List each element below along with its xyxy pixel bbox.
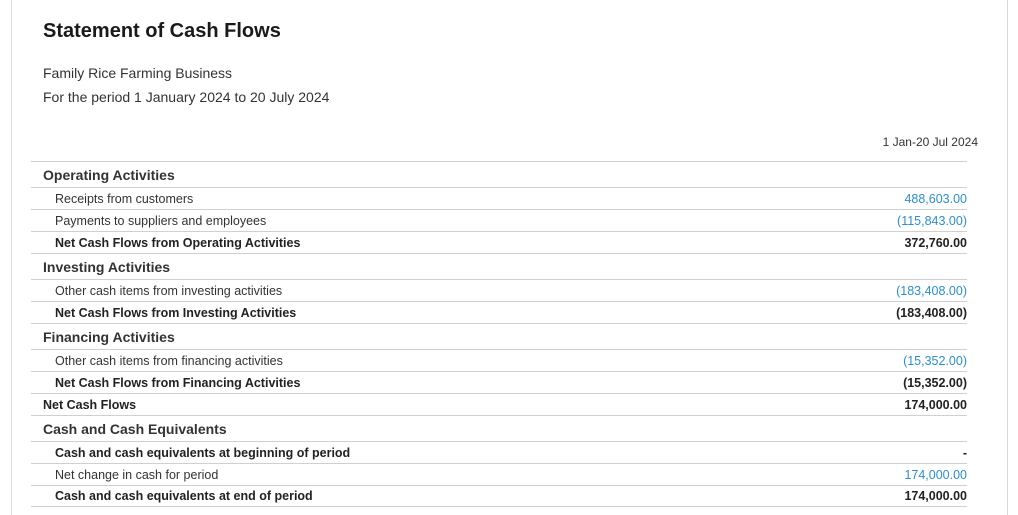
table-row <box>31 349 967 371</box>
table-row <box>31 187 967 209</box>
row-value: 174,000.00 <box>904 489 967 503</box>
row-label: Other cash items from financing activities <box>55 353 283 368</box>
section-heading-operating <box>31 161 967 187</box>
row-value: - <box>962 445 967 460</box>
total-row-financing <box>31 371 967 393</box>
row-label: Cash and cash equivalents at end of period <box>55 489 313 503</box>
row-label: Net Cash Flows from Financing Activities <box>55 375 301 390</box>
organisation-name: Family Rice Farming Business <box>43 65 233 81</box>
table-row <box>31 209 967 231</box>
table-row <box>31 441 967 463</box>
row-value: 372,760.00 <box>904 235 967 250</box>
page-title: Statement of Cash Flows <box>43 20 281 42</box>
financing-other-value-link[interactable]: (15,352.00) <box>903 353 967 368</box>
table-row <box>31 279 967 301</box>
section-title: Financing Activities <box>43 328 175 345</box>
section-title: Operating Activities <box>43 166 175 183</box>
column-header-period: 1 Jan-20 Jul 2024 <box>882 135 978 149</box>
section-title: Investing Activities <box>43 258 171 275</box>
row-label: Net change in cash for period <box>55 467 219 482</box>
net-change-value-link[interactable]: 174,000.00 <box>904 467 967 482</box>
section-heading-cash-equivalents <box>31 415 967 441</box>
section-heading-investing <box>31 253 967 279</box>
payments-value-link[interactable]: (115,843.00) <box>897 213 967 228</box>
receipts-value-link[interactable]: 488,603.00 <box>904 191 967 206</box>
row-value: (183,408.00) <box>896 305 967 320</box>
row-label: Receipts from customers <box>55 191 194 206</box>
table-row <box>31 485 967 507</box>
report-period: For the period 1 January 2024 to 20 July 2024 <box>43 89 330 105</box>
investing-other-value-link[interactable]: (183,408.00) <box>896 283 967 298</box>
row-label: Cash and cash equivalents at beginning of period <box>55 445 351 460</box>
table-row <box>31 463 967 485</box>
row-value: 174,000.00 <box>904 397 967 412</box>
row-label: Other cash items from investing activities <box>55 283 283 298</box>
row-label: Payments to suppliers and employees <box>55 213 267 228</box>
total-row-investing <box>31 301 967 323</box>
section-title: Cash and Cash Equivalents <box>43 420 227 437</box>
cash-flow-table <box>31 161 967 507</box>
row-label: Net Cash Flows from Operating Activities <box>55 235 301 250</box>
net-cash-flows-row <box>31 393 967 415</box>
row-label: Net Cash Flows from Investing Activities <box>55 305 297 320</box>
section-heading-financing <box>31 323 967 349</box>
row-label: Net Cash Flows <box>43 397 137 412</box>
total-row-operating <box>31 231 967 253</box>
row-value: (15,352.00) <box>903 375 967 390</box>
